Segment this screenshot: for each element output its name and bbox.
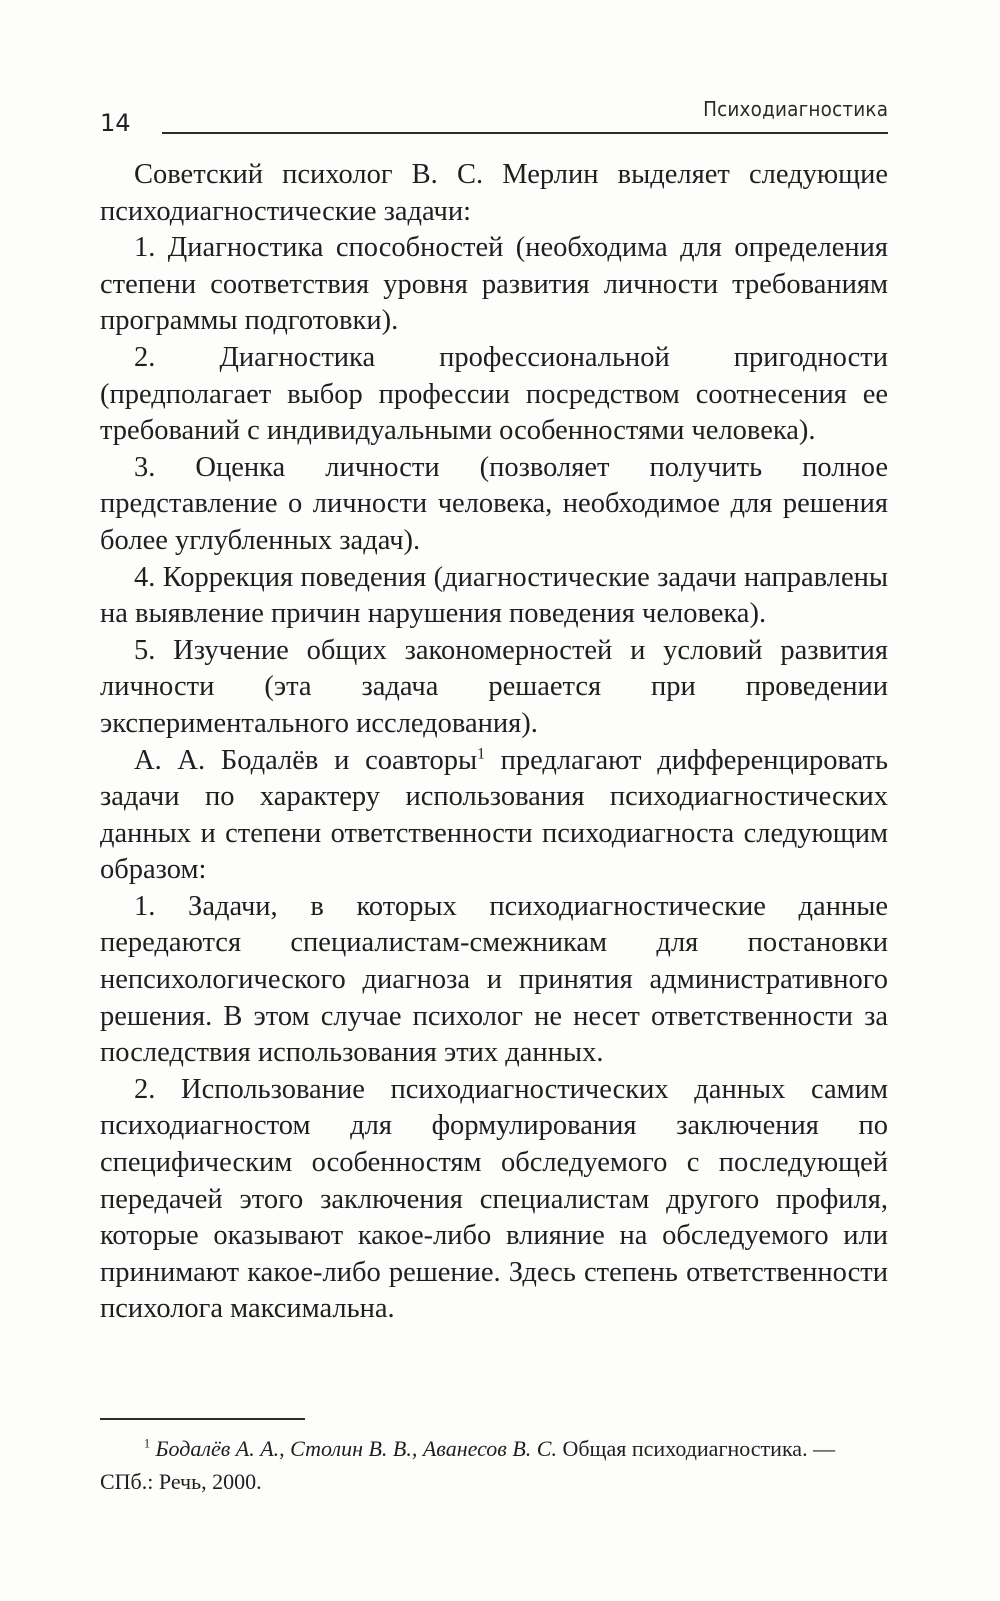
footnote-marker: 1	[144, 1436, 151, 1451]
footnote-authors: Бодалёв А. А., Столин В. В., Аванесов В. С.	[155, 1436, 557, 1461]
paragraph-item-3: 3. Оценка личности (позволяет получить полное представление о личности человека, необходимое для решения более углубленных задач).	[100, 451, 888, 556]
running-head	[100, 95, 888, 145]
header-rule	[162, 132, 888, 134]
paragraph-bodalev-end: предлагают дифференцировать задачи по характеру использования психодиагностических данных и степени ответственности психодиагноста следующим образом:	[100, 744, 888, 886]
paragraph-bodalev	[100, 743, 888, 889]
running-title: Психодиагностика	[702, 97, 888, 121]
paragraph-intro: Советский психолог В. С. Мерлин выделяет следующие психодиагностические задачи:	[100, 159, 888, 227]
page-number: 14	[100, 109, 131, 137]
footnote	[100, 1432, 888, 1498]
paragraph-bodalev-start: А. А. Бодалёв и соавторы	[134, 744, 478, 776]
footnote-reference[interactable]: 1	[477, 745, 485, 762]
paragraph-item-4: 4. Коррекция поведения (диагностические задачи направлены на выявление причин нарушения поведения человека).	[100, 561, 888, 630]
paragraph-item-5: 5. Изучение общих закономерностей и условий развития личности (эта задача решается при проведении экспериментального исследования).	[100, 634, 888, 739]
main-text	[100, 157, 888, 1328]
paragraph-item-2: 2. Диагностика профессиональной пригодности (предполагает выбор профессии посредством соотнесения ее требований с индивидуальными особенностями человека).	[100, 341, 888, 447]
footnote-title: Общая психодиагностика. — СПб.: Речь, 2000.	[100, 1436, 836, 1494]
paragraph-task-2: 2. Использование психодиагностических данных самим психодиагностом для формулирования заключения по специфическим особенностям обследуемого с последующей передачей этого заключения специалистам другого профиля, которые оказывают какое-либо влияние на обследуемого или принимают какое-либо решение. Здесь степень ответственности психолога максимальна.	[100, 1073, 888, 1325]
paragraph-task-1: 1. Задачи, в которых психодиагностические данные передаются специалистам-смежникам для постановки непсихологического диагноза и принятия административного решения. В этом случае психолог не несет ответственности за последствия использования этих данных.	[100, 890, 888, 1069]
footnote-rule	[100, 1418, 305, 1420]
paragraph-item-1: 1. Диагностика способностей (необходима для определения степени соответствия уровня развития личности требованиям программы подготовки).	[100, 232, 888, 337]
